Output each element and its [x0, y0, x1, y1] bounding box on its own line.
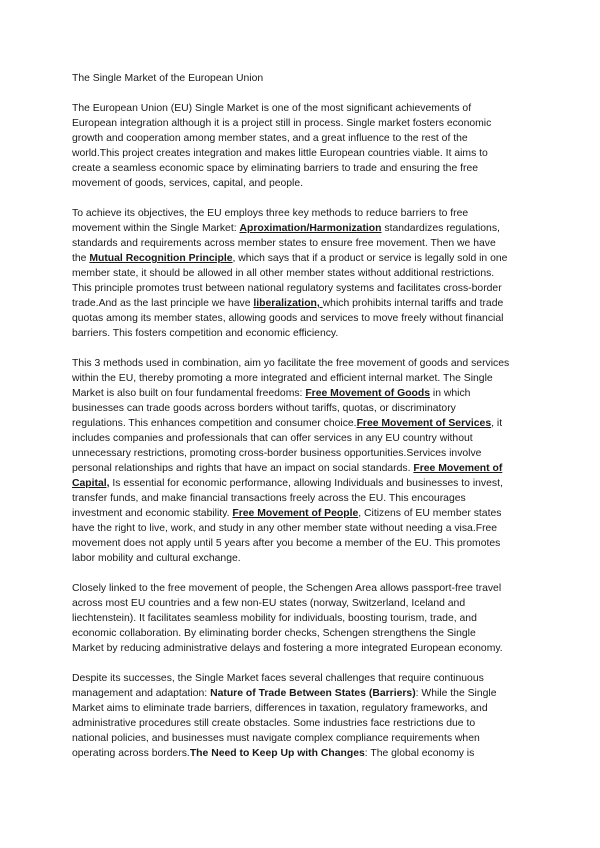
paragraph-methods	[72, 206, 510, 341]
text-span: , Citizens of EU member states have the right to live, work, and study in any other member state without needing a visa.Free movement does not apply until 5 years after you become a member of the EU. This promotes labor mobility and cultural exchange.	[72, 508, 502, 564]
term-free-movement-services: Free Movement of Services	[356, 418, 492, 429]
text-span: : While the Single Market aims to eliminate trade barriers, differences in taxation, regulatory frameworks, and administrative procedures still create obstacles. Some industries face restrictions due to national policies, and businesses must navigate complex compliance requirements when operating across borders.	[72, 688, 497, 759]
term-trade-barriers: Nature of Trade Between States (Barriers)	[210, 688, 416, 699]
text-span: in which businesses can trade goods across borders without tariffs, quotas, or discriminatory regulations. This enhances competition and consumer choice.	[72, 388, 471, 429]
text-span: : The global economy is	[364, 748, 475, 759]
text-span: which prohibits internal tariffs and trade quotas among its member states, allowing goods and services to move freely without financial barriers. This fosters competition and economic efficiency.	[72, 298, 504, 339]
term-free-movement-people: Free Movement of People	[232, 508, 359, 519]
text-span: Despite its successes, the Single Market faces several challenges that require continuous management and adaptation:	[72, 673, 484, 699]
paragraph-intro: The European Union (EU) Single Market is one of the most significant achievements of European integration although it is a project still in process. Single market fosters economic growth and cooperation among member states, and a great influence to the rest of the world.This project creates integration and makes little European countries viable. It aims to create a seamless economic space by eliminating barriers to trade and ensuring the free movement of goods, services, capital, and people.	[72, 103, 492, 189]
text-span: , it includes companies and professionals that can offer services in any EU country without unnecessary restrictions, promoting cross-border business opportunities.Services involve personal relationships and rights that have an impact on social standards.	[72, 418, 503, 474]
text-span: To achieve its objectives, the EU employs three key methods to reduce barriers to free movement within the Single Market:	[72, 208, 469, 234]
paragraph-freedoms	[72, 356, 510, 566]
term-mutual-recognition: Mutual Recognition Principle	[89, 253, 233, 264]
term-keep-up-changes: The Need to Keep Up with Changes	[189, 748, 365, 759]
text-span: standardizes regulations, standards and requirements across member states to ensure free movement. Then we have the	[72, 223, 500, 264]
term-harmonization: Aproximation/Harmonization	[239, 223, 382, 234]
document-title: The Single Market of the European Union	[72, 73, 264, 84]
term-liberalization: liberalization,	[253, 298, 323, 309]
paragraph-schengen: Closely linked to the free movement of people, the Schengen Area allows passport-free travel across most EU countries and a few non-EU states (norway, Switzerland, Iceland and liechtenstein). It facilitates seamless mobility for individuals, boosting tourism, trade, and economic collaboration. By eliminating border checks, Schengen strengthens the Single Market by reducing administrative delays and fostering a more integrated European economy.	[72, 583, 503, 654]
text-span: Is essential for economic performance, allowing Individuals and businesses to invest, transfer funds, and make financial transactions freely across the EU. This encourages investment and economic stability.	[72, 478, 503, 519]
paragraph-challenges	[72, 671, 510, 761]
term-free-movement-goods: Free Movement of Goods	[305, 388, 431, 399]
text-span: , which says that if a product or service is legally sold in one member state, it should be allowed in all other member states without additional restrictions. This principle promotes trust between national regulatory systems and facilitates cross-border trade.And as the last principle we have	[72, 253, 508, 309]
term-free-movement-capital: Free Movement of Capital,	[72, 463, 503, 489]
text-span: This 3 methods used in combination, aim yo facilitate the free movement of goods and services within the EU, thereby promoting a more integrated and efficient internal market. The Single Market is also built on four fundamental freedoms:	[72, 358, 510, 399]
